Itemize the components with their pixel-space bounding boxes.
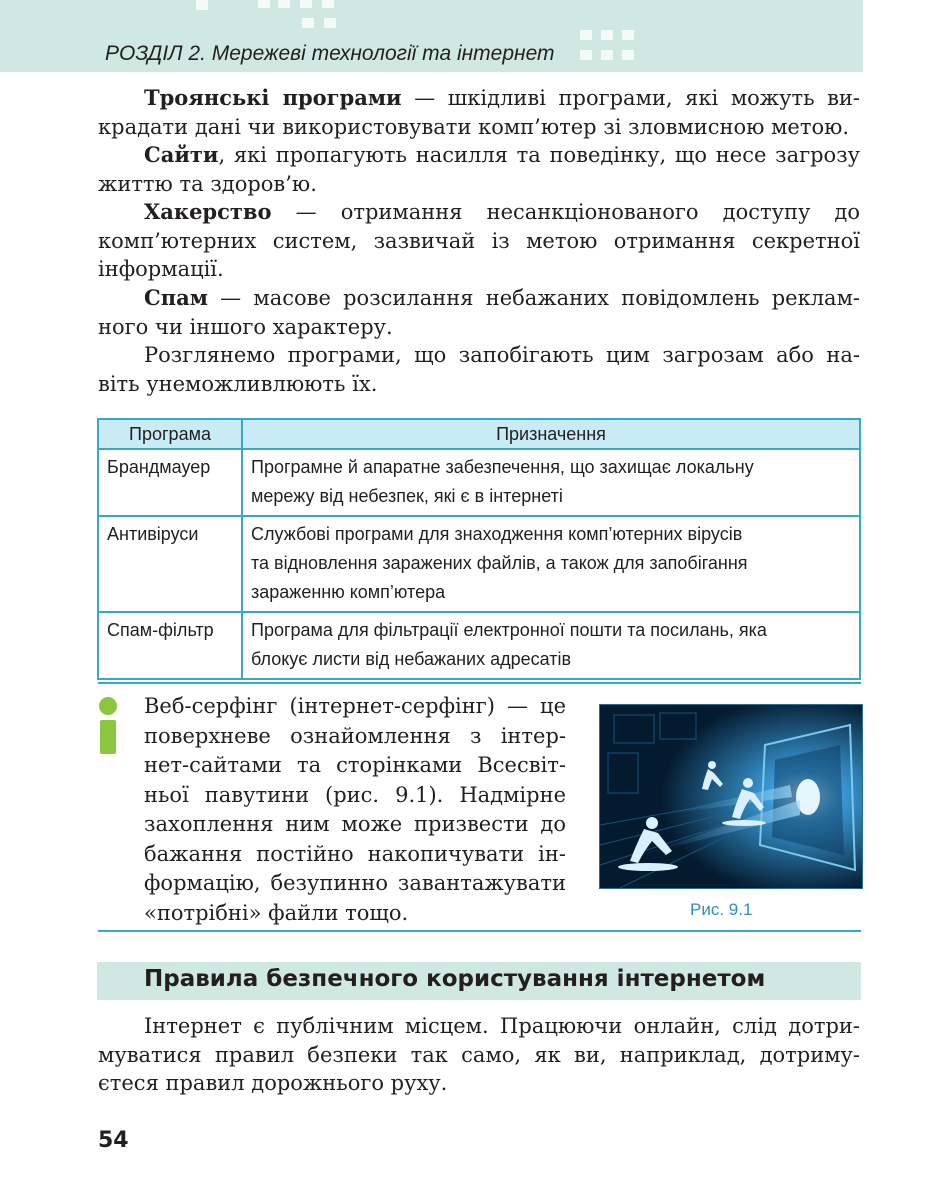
- figure-caption: Рис. 9.1: [690, 900, 753, 919]
- info-top-rule: [98, 682, 861, 684]
- header-decor-square: [302, 18, 314, 28]
- table-cell-program: Антивіруси: [98, 516, 242, 612]
- info-icon: [99, 697, 117, 715]
- header-decor-square: [196, 0, 208, 10]
- table-cell-purpose: Програмне й апаратне забезпечення, що захищає локальну мережу від небезпек, які є в інтернеті: [242, 449, 860, 516]
- table-row: [98, 516, 860, 612]
- table-cell-purpose: Службові програми для знаходження комп’ютерних вірусів та відновлення заражених файлів, а також для запобігання зараженню комп’ютера: [242, 516, 860, 612]
- programs-table: [97, 418, 861, 680]
- table-header-program: Програма: [98, 419, 242, 449]
- table-cell-program: Брандмауер: [98, 449, 242, 516]
- term-trojans: Троянські програми: [144, 85, 402, 110]
- term-hacking: Хакерство: [144, 199, 272, 224]
- term-sites: Сайти: [144, 142, 219, 167]
- chapter-title: РОЗДІЛ 2. Мережеві технології та інтернет: [105, 42, 555, 65]
- info-icon-stem: [100, 720, 116, 754]
- header-decor-square: [601, 50, 613, 60]
- paragraph-trojans: Троянські програми — шкідливі програми, які можуть ви- крадати дані чи використовувати комп’ютер зі зловмисною метою.: [98, 85, 861, 139]
- table-cell-program: Спам-фільтр: [98, 612, 242, 679]
- header-decor-square: [258, 0, 270, 8]
- page-number: 54: [98, 1128, 129, 1153]
- web-surfing-illustration: [599, 704, 863, 889]
- table-row: [98, 449, 860, 516]
- table-header-row: [98, 419, 860, 449]
- info-bottom-rule: [98, 930, 861, 932]
- paragraph-internet-rules: Інтернет є публічним місцем. Працюючи онлайн, слід дотри- муватися правил безпеки так само, як ви, наприклад, дотриму- єтеся правил дорожнього руху.: [98, 1014, 860, 1096]
- section-title: Правила безпечного користування інтернетом: [144, 966, 766, 992]
- header-decor-square: [278, 0, 290, 8]
- paragraph-spam: Спам — масове розсилання небажаних повідомлень реклам- ного чи іншого характеру.: [98, 285, 860, 339]
- header-decor-square: [324, 18, 336, 28]
- header-decor-square: [580, 50, 592, 60]
- term-spam: Спам: [144, 285, 208, 310]
- header-decor-square: [601, 30, 613, 40]
- info-text: Веб-серфінг (інтернет-серфінг) — це поверхневе ознайомлення з інтер- нет-сайтами та сторінками Всесвіт- ньої павутини (рис. 9.1). Надмірне захоплення ним може призвести до бажання постійно накопичувати ін- формацію, безупинно завантажувати «потрібні» файли тощо.: [144, 694, 566, 925]
- paragraph-sites: Сайти, які пропагують насилля та поведінку, що несе загрозу життю та здоров’ю.: [98, 142, 860, 196]
- table-row: [98, 612, 860, 679]
- header-decor-square: [622, 50, 634, 60]
- header-decor-square: [322, 0, 334, 8]
- table-header-purpose: Призначення: [242, 419, 860, 449]
- header-decor-square: [300, 0, 312, 8]
- paragraph-intro: Розглянемо програми, що запобігають цим загрозам або на- віть унеможливлюють їх.: [98, 343, 860, 396]
- header-decor-square: [622, 30, 634, 40]
- table-cell-purpose: Програма для фільтрації електронної пошти та посилань, яка блокує листи від небажаних адресатів: [242, 612, 860, 679]
- header-decor-square: [580, 30, 592, 40]
- paragraph-hacking: Хакерство — отримання несанкціонованого доступу до комп’ютерних систем, зазвичай із метою отримання секретної інформації.: [98, 199, 860, 282]
